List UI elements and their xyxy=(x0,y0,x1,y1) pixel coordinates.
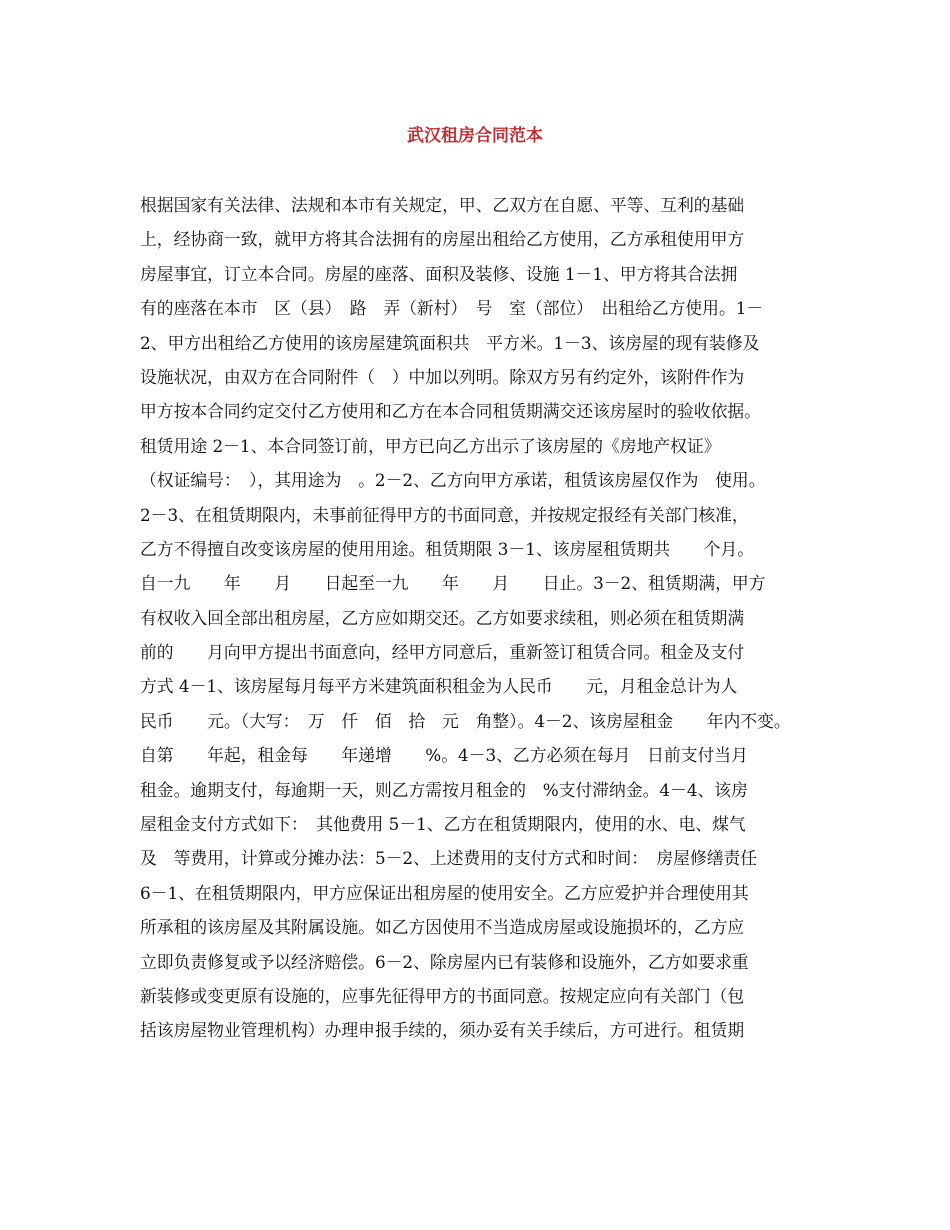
body-line-25: 括该房屋物业管理机构）办理申报手续的，须办妥有关手续后，方可进行。租赁期 xyxy=(140,1020,745,1041)
body-line-22: 所承租的该房屋及其附属设施。如乙方因使用不当造成房屋或设施损坏的，乙方应 xyxy=(140,917,745,938)
body-line-4: 有的座落在本市 区（县） 路 弄（新村） 号 室（部位） 出租给乙方使用。1－ xyxy=(140,298,764,319)
body-line-2: 上，经协商一致，就甲方将其合法拥有的房屋出租给乙方使用，乙方承租使用甲方 xyxy=(140,229,745,250)
body-line-7: 甲方按本合同约定交付乙方使用和乙方在本合同租赁期满交还该房屋时的验收依据。 xyxy=(140,401,761,422)
document-title: 武汉租房合同范本 xyxy=(407,126,543,146)
body-line-13: 有权收入回全部出租房屋，乙方应如期交还。乙方如要求续租，则必须在租赁期满 xyxy=(140,607,745,628)
body-line-20: 及 等费用，计算或分摊办法：5－2、上述费用的支付方式和时间： 房屋修缮责任 xyxy=(140,848,758,869)
body-line-21: 6－1、在租赁期限内，甲方应保证出租房屋的使用安全。乙方应爱护并合理使用其 xyxy=(140,882,749,903)
body-line-11: 乙方不得擅自改变该房屋的使用用途。租赁期限 3－1、该房屋租赁期共 个月。 xyxy=(140,538,755,559)
body-line-12: 自一九 年 月 日起至一九 年 月 日止。3－2、租赁期满，甲方 xyxy=(140,573,766,594)
body-line-17: 自第 年起，租金每 年递增 %。4－3、乙方必须在每月 日前支付当月 xyxy=(140,745,748,766)
body-line-14: 前的 月向甲方提出书面意向，经甲方同意后，重新签订租赁合同。租金及支付 xyxy=(140,642,745,663)
body-line-6: 设施状况，由双方在合同附件（ ）中加以列明。除双方另有约定外，该附件作为 xyxy=(140,366,745,387)
body-line-1: 根据国家有关法律、法规和本市有关规定，甲、乙双方在自愿、平等、互利的基础 xyxy=(140,195,745,215)
body-line-19: 屋租金支付方式如下： 其他费用 5－1、乙方在租赁期限内，使用的水、电、煤气 xyxy=(140,814,746,835)
body-line-15: 方式 4－1、该房屋每月每平方米建筑面积租金为人民币 元，月租金总计为人 xyxy=(140,676,738,697)
body-line-16: 民币 元。（大写： 万 仟 佰 拾 元 角整）。4－2、该房屋租金 年内不变。 xyxy=(140,710,791,731)
body-line-9: （权证编号： ），其用途为 。2－2、乙方向甲方承诺，租赁该房屋仅作为 使用。 xyxy=(140,470,766,491)
body-line-24: 新装修或变更原有设施的，应事先征得甲方的书面同意。按规定应向有关部门（包 xyxy=(140,985,745,1006)
body-line-3: 房屋事宜，订立本合同。房屋的座落、面积及装修、设施 1－1、甲方将其合法拥 xyxy=(140,263,738,284)
body-line-23: 立即负责修复或予以经济赔偿。6－2、除房屋内已有装修和设施外，乙方如要求重 xyxy=(140,951,749,972)
document-body xyxy=(140,188,812,1048)
body-line-10: 2－3、在租赁期限内，未事前征得甲方的书面同意，并按规定报经有关部门核准， xyxy=(140,504,749,525)
body-line-8: 租赁用途 2－1、本合同签订前，甲方已向乙方出示了该房屋的《房地产权证》 xyxy=(140,435,721,456)
body-line-5: 2、甲方出租给乙方使用的该房屋建筑面积共 平方米。1－3、该房屋的现有装修及 xyxy=(140,332,760,353)
body-line-18: 租金。逾期支付，每逾期一天，则乙方需按月租金的 %支付滞纳金。4－4、该房 xyxy=(140,779,748,800)
